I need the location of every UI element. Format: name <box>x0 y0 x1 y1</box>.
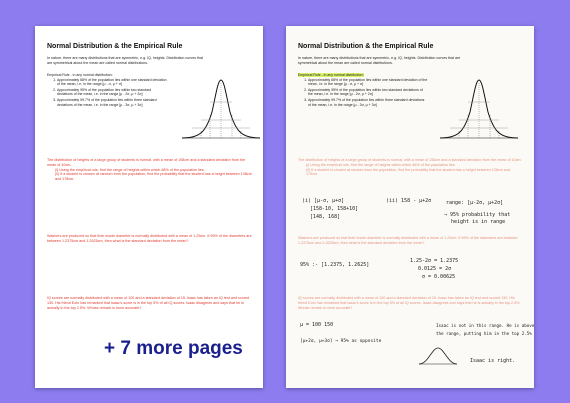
question-3: IQ scores are normally distributed with a mean of 100 and a standard deviation of 15. Isaac has taken an IQ test and scored 130. His friend Eoin has remarked that Isaac's score is in the top 5% of all IQ scores. Isaac disagrees and says that he is actually in the top 2.5%. Whose remark is more accurate? <box>47 296 250 310</box>
question-1-part-i: (i) Using the empirical rule, find the range of heights within which 68% of the population lies. <box>55 167 205 172</box>
handwritten-answer: → 95% probability that <box>444 212 511 218</box>
handwritten-answer: 1.25-2σ = 1.2375 <box>410 258 459 264</box>
intro-text: In nature, there are many distributions that are symmetric, e.g. IQ, heights. Distribution curves that are symmetrical about the mean are called normal distributions. <box>298 56 461 65</box>
question-1 <box>298 158 523 177</box>
worksheet-page-answered <box>286 26 534 388</box>
normal-curve-diagram <box>434 72 524 148</box>
empirical-rule-block <box>47 73 167 108</box>
handwritten-answer: μ = 100 150 <box>300 322 334 328</box>
intro-text: In nature, there are many distributions that are symmetric, e.g. IQ, heights. Distribution curves that are symmetrical about the mean are called normal distributions. <box>47 56 203 65</box>
question-1-stem: The distribution of heights of a large group of students is normal, with a mean of 158cm and a standard deviation from the mean of 10cm. <box>47 158 246 167</box>
rule-list <box>298 78 428 108</box>
handwritten-answer: range: [μ-2σ, μ+2σ] <box>446 200 504 206</box>
rule-list <box>47 78 167 108</box>
more-pages-banner: + 7 more pages <box>104 338 243 359</box>
rule-item: 2. Approximately 95% of the population lies within two standard deviations of the mean, i.e. in the range [μ - 2σ, μ + 2σ] <box>308 88 428 97</box>
rule-heading: Empirical Rule - in any normal distribution: <box>298 73 364 77</box>
rule-item: 1. Approximately 68% of the population lies within one standard deviation of the mean, i.e. in the range [μ - σ, μ + σ] <box>308 78 428 87</box>
question-1 <box>47 158 252 182</box>
rule-heading: Empirical Rule - in any normal distribution: <box>47 73 113 77</box>
handwritten-answer: 95% :- [1.2375, 1.2625] <box>300 262 370 268</box>
handwritten-answer: Isaac is right. <box>470 358 516 364</box>
handwritten-answer: [158-10, 158+10] <box>310 206 359 212</box>
handwritten-answer: Isaac is not in this range. He is above <box>436 323 534 328</box>
worksheet-page-blank <box>35 26 263 388</box>
question-3: IQ scores are normally distributed with a mean of 100 and a standard deviation of 15. Isaac has taken an IQ test and scored 130. His friend Eoin has remarked that Isaac's score is in the top 5% of all IQ scores. Isaac disagrees and says that he is actually in the top 2.5%. Whose remark is more accurate? <box>298 296 521 310</box>
worksheet-title: Normal Distribution & the Empirical Rule <box>298 43 434 50</box>
question-1-part-ii: (ii) If a student is chosen at random from the population, find the probability that the student has a height between 138cm and 178cm. <box>55 172 252 182</box>
question-1-part-i: (i) Using the empirical rule, find the range of heights within which 68% of the population lies. <box>306 162 456 167</box>
handwritten-answer: σ = 0.00625 <box>422 274 456 280</box>
rule-item: 1. Approximately 68% of the population lies within one standard deviation of the mean, i.e. in the range [μ - σ, μ + σ] <box>57 78 167 87</box>
normal-curve-diagram <box>180 72 262 148</box>
empirical-rule-block <box>298 73 428 108</box>
worksheet-title: Normal Distribution & the Empirical Rule <box>47 43 183 50</box>
handwritten-answer: (ii) 158 - μ+2σ <box>386 198 432 204</box>
handwritten-answer: height is in range <box>451 219 506 225</box>
handwritten-answer: 0.0125 = 2σ <box>418 266 452 272</box>
handwritten-answer: [μ+2σ, μ+3σ] → 95% as opposite <box>300 339 382 344</box>
question-2: Washers are produced so that their inside diameter is normally distributed with a mean of 1.25cm. If 95% of the diameters are between 1.2375cm and 1.2625cm, then what is the standard deviation from the mean? <box>298 236 518 245</box>
handwritten-answer: [148, 168] <box>310 214 341 220</box>
rule-item: 2. Approximately 95% of the population lies within two standard deviations of the mean, i.e. in the range [μ - 2σ, μ + 2σ] <box>57 88 167 97</box>
question-2: Washers are produced so that their inside diameter is normally distributed with a mean of 1.25cm. If 95% of the diameters are between 1.2375cm and 1.2625cm, then what is the standard deviation from the mean? <box>47 234 252 243</box>
rule-item: 3. Approximately 99.7% of the population lies within three standard deviations of the mean, i.e. in the range [μ - 3σ, μ + 3σ] <box>308 98 428 107</box>
question-1-part-ii: (ii) If a student is chosen at random from the population, find the probability that the student has a height between 138cm and 178cm. <box>306 167 510 177</box>
sketch-curve-icon <box>418 346 458 366</box>
handwritten-answer: the range, putting him in the top 2.5% <box>436 331 532 336</box>
handwritten-answer: (i) [μ-σ, μ+σ] <box>302 198 345 204</box>
rule-item: 3. Approximately 99.7% of the population lies within three standard deviations of the mean, i.e. in the range [μ - 3σ, μ + 3σ] <box>57 98 167 107</box>
question-1-stem: The distribution of heights of a large group of students is normal, with a mean of 158cm and a standard deviation from the mean of 10cm. <box>298 158 522 162</box>
